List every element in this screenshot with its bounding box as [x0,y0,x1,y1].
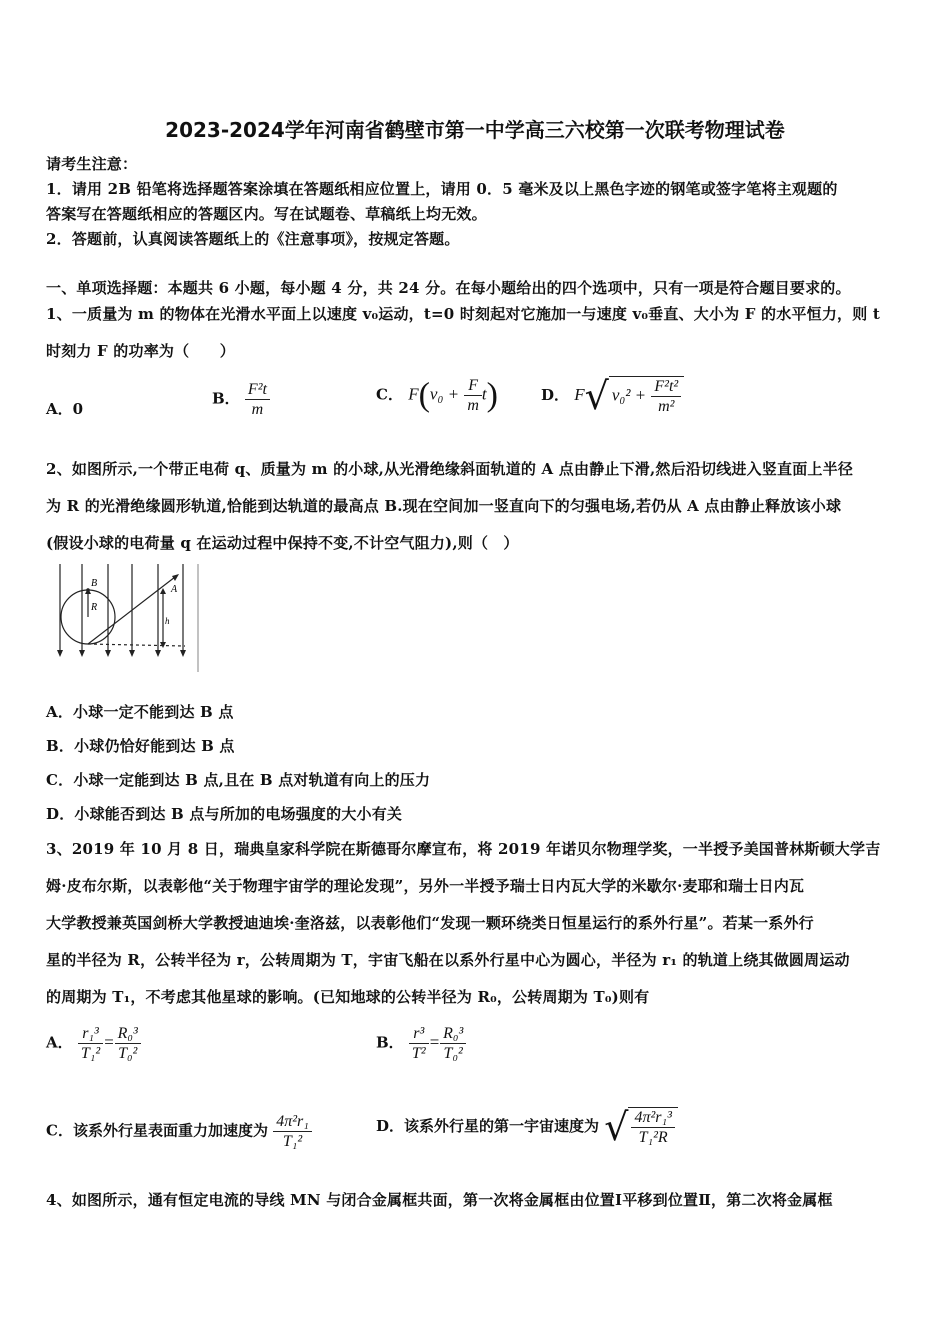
math-lead: F [408,384,419,404]
arrow-head [57,650,63,657]
q2-option-b: B．小球仍恰好能到达 B 点 [46,737,235,755]
arrow-head [180,650,186,657]
fraction-numerator: r₁³ [82,1025,99,1042]
fraction-numerator: r³ [413,1025,425,1042]
q3-option-b [376,1024,466,1063]
label-h: h [165,616,170,626]
fraction-denominator: T₀² [440,1043,466,1063]
q2-stem-line-2: 为 R 的光滑绝缘圆形轨道,恰能到达轨道的最高点 B.现在空间加一竖直向下的匀强电场,若仍从 A 点由静止释放该小球 [46,497,842,515]
fraction-numerator: F [468,377,478,394]
q1-option-c: C． F(v₀ + $\frac{F}{m}$ t) [376,376,498,414]
ground-dashed-line [88,644,185,646]
arrow-head [172,574,179,581]
label-b: B [91,578,98,589]
math-term: v₀² + [611,385,647,405]
fraction [78,1024,103,1063]
fraction [115,1024,141,1063]
q3-stem-line-3: 大学教授兼英国剑桥大学教授迪迪埃·奎洛兹，以表彰他们“发现一颗环绕类日恒星运行的系外行星”。若某一系外行 [46,914,814,932]
fraction-numerator: F²t [247,381,267,398]
q1-option-c-fraction [464,376,482,415]
q1-option-b [212,380,270,419]
q3-stem-line-2: 姆·皮布尔斯，以表彰他“关于物理宇宙学的理论发现”，另外一半授予瑞士日内瓦大学的米歇尔·麦耶和瑞士日内瓦 [46,877,805,895]
fraction-numerator: 4π²r₁ [276,1113,309,1130]
arrow-head [105,650,111,657]
q1-option-b-fraction [245,380,270,419]
q3-option-a-label: A． [46,1033,73,1052]
arrow-head [155,650,161,657]
fraction-numerator: R₀³ [443,1025,464,1042]
notice-heading: 请考生注意： [46,155,138,173]
label-r: R [91,602,98,613]
q2-option-a: A．小球一定不能到达 B 点 [46,703,234,721]
q3-stem-line-5: 的周期为 T₁，不考虑其他星球的影响。(已知地球的公转半径为 R₀，公转周期为 T₀)则有 [46,988,650,1006]
q1-option-c-label: C． [376,385,403,404]
fraction-denominator: m [245,399,270,419]
fraction-numerator: F²t² [654,378,679,395]
fraction-denominator: T₁² [273,1131,312,1151]
q2-stem-line-3: (假设小球的电荷量 q 在运动过程中保持不变,不计空气阻力),则（ ） [46,534,519,552]
point-b [86,588,90,592]
equals-sign: = [428,1032,441,1052]
q2-option-d: D．小球能否到达 B 点与所加的电场强度的大小有关 [46,805,403,823]
fraction-denominator: m [464,395,482,415]
arrow-head [160,588,166,594]
notice-line-1: 1．请用 2B 铅笔将选择题答案涂填在答题纸相应位置上，请用 0．5 毫米及以上黑色字迹的钢笔或签字笔将主观题的 [46,180,838,198]
q3-option-b-label: B． [376,1033,404,1052]
q2-figure [50,562,202,677]
arrow-head [129,650,135,657]
q1-option-d: D． F√ v₀² + $\frac{\text{F²t²}}{\text{m²}}$ [541,374,684,418]
q3-stem-line-1: 3、2019 年 10 月 8 日，瑞典皇家科学院在斯德哥尔摩宣布，将 2019 年诺贝尔物理学奖，一半授予美国普林斯顿大学吉 [46,840,881,858]
q1-option-d-fraction [651,377,681,416]
q4-stem-line-1: 4、如图所示，通有恒定电流的导线 MN 与闭合金属框共面，第一次将金属框由位置Ⅰ平移到位置Ⅱ，第二次将金属框 [46,1191,833,1209]
q3-option-c-text: C．该系外行星表面重力加速度为 [46,1121,268,1140]
fraction [631,1108,674,1147]
q3-option-d-text: D．该系外行星的第一宇宙速度为 [376,1117,600,1135]
fraction [409,1024,429,1063]
fraction-denominator: T₁²R [631,1127,674,1147]
notice-line-3: 2．答题前，认真阅读答题纸上的《注意事项》，按规定答题。 [46,230,460,248]
q3-stem-line-4: 星的半径为 R，公转半径为 r，公转周期为 T，宇宙飞船在以系外行星中心为圆心，半径为 r₁ 的轨道上绕其做圆周运动 [46,951,850,969]
math-term: t [481,384,487,404]
math-lead: F [574,385,585,404]
equals-sign: = [103,1032,115,1052]
q1-stem-line-1: 1、一质量为 m 的物体在光滑水平面上以速度 v₀运动，t=0 时刻起对它施加一与速度 v₀垂直、大小为 F 的水平恒力，则 t [46,305,880,323]
math-term: v₀ + [429,384,460,404]
fraction-denominator: T₀² [115,1043,141,1063]
fraction-denominator: m² [651,396,681,416]
q3-option-a [46,1024,141,1063]
arrow-head [79,650,85,657]
page-title: 2023-2024学年河南省鹤壁市第一中学高三六校第一次联考物理试卷 [165,118,785,142]
label-a: A [171,584,178,595]
sqrt-body [609,376,684,416]
q2-stem-line-1: 2、如图所示,一个带正电荷 q、质量为 m 的小球,从光滑绝缘斜面轨道的 A 点由静止下滑,然后沿切线进入竖直面上半径 [46,460,854,478]
q1-option-a: A．0 [46,400,84,418]
fraction-numerator: R₀³ [117,1025,138,1042]
q3-option-d: D．该系外行星的第一宇宙速度为 √ $\frac{\text{4π²r₁³}}{\text{T₁²R}}$ [376,1105,678,1149]
fraction-denominator: T₁² [78,1043,103,1063]
q1-option-b-label: B． [212,389,240,408]
fraction [273,1112,312,1151]
fraction [440,1024,466,1063]
section-heading: 一、单项选择题：本题共 6 小题，每小题 4 分，共 24 分。在每小题给出的四个选项中，只有一项是符合题目要求的。 [46,279,851,297]
q1-stem-line-2: 时刻力 F 的功率为（ ） [46,342,235,360]
q1-option-d-label: D． [541,386,570,404]
fraction-numerator: 4π²r₁³ [634,1109,672,1126]
q3-option-c [46,1112,312,1151]
fraction-denominator: T² [409,1043,429,1063]
sqrt-body [628,1107,677,1147]
notice-line-2: 答案写在答题纸相应的答题区内。写在试题卷、草稿纸上均无效。 [46,205,487,223]
q2-option-c: C．小球一定能到达 B 点,且在 B 点对轨道有向上的压力 [46,771,431,789]
